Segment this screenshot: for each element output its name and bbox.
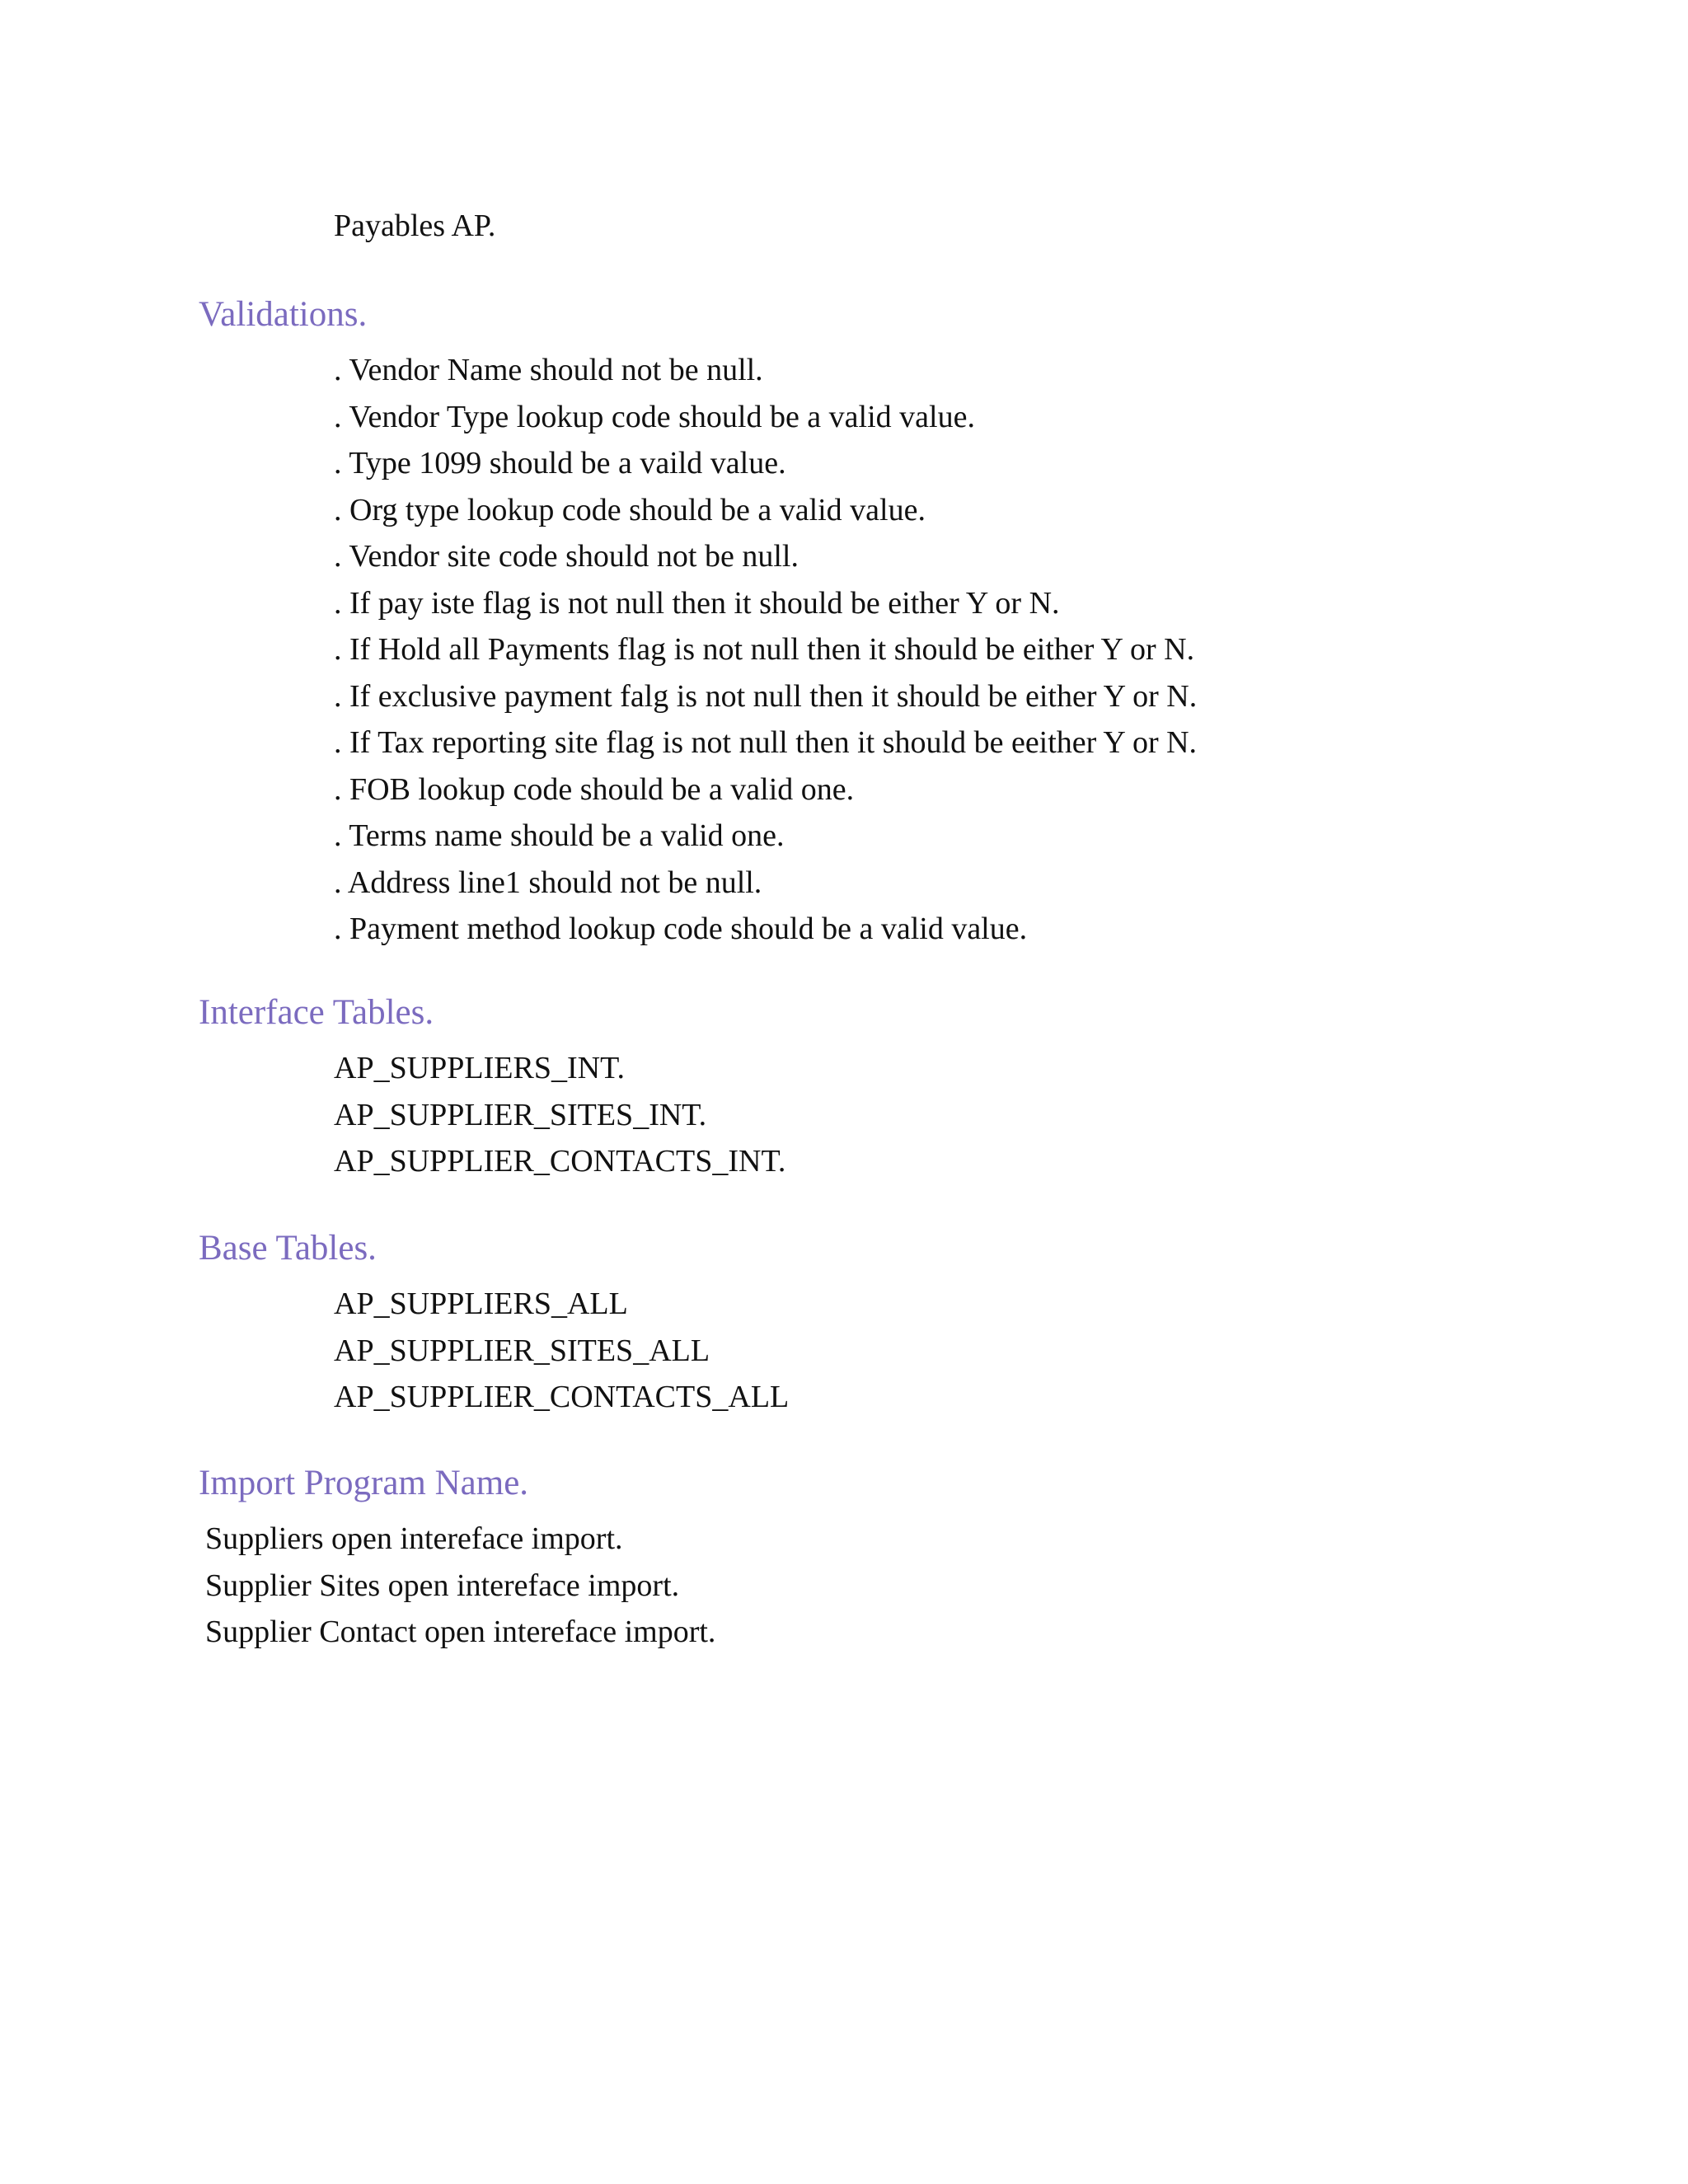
list-item: . Vendor Type lookup code should be a valid value. [334,399,975,434]
list-item: . Vendor Name should not be null. [334,353,763,387]
list-item: AP_SUPPLIER_SITES_ALL [334,1333,710,1368]
list-item: Suppliers open intereface import. [205,1521,623,1556]
validations-heading: Validations. [199,295,368,334]
interface-tables-list [334,1045,785,1185]
list-item: AP_SUPPLIERS_INT. [334,1051,625,1085]
list-item: Supplier Sites open intereface import. [205,1568,680,1603]
interface-tables-heading: Interface Tables. [199,993,434,1032]
list-item: . Org type lookup code should be a valid value. [334,492,926,527]
list-item: . FOB lookup code should be a valid one. [334,771,855,807]
base-tables-heading: Base Tables. [199,1229,377,1268]
list-item: . If exclusive payment falg is not null then it should be either Y or N. [334,678,1198,714]
list-item: . Payment method lookup code should be a valid value. [334,912,1028,946]
list-item: . If Tax reporting site flag is not null then it should be eeither Y or N. [334,725,1198,760]
list-item: AP_SUPPLIERS_ALL [334,1286,628,1321]
list-item: . Type 1099 should be a vaild value. [334,446,786,480]
import-program-list [205,1516,715,1656]
list-item: . Address line1 should not be null. [334,865,762,900]
list-item: AP_SUPPLIER_SITES_INT. [334,1097,707,1132]
list-item: . If Hold all Payments flag is not null then it should be either Y or N. [334,632,1195,667]
intro-line: Payables AP. [334,209,496,243]
list-item: Supplier Contact open intereface import. [205,1615,716,1649]
base-tables-list [334,1281,789,1421]
list-item: AP_SUPPLIER_CONTACTS_INT. [334,1144,786,1179]
import-program-heading: Import Program Name. [199,1464,529,1502]
list-item: . Vendor site code should not be null. [334,539,799,574]
list-item: AP_SUPPLIER_CONTACTS_ALL [334,1380,790,1414]
list-item: . If pay iste flag is not null then it should be either Y or N. [334,585,1060,621]
list-item: . Terms name should be a valid one. [334,818,785,853]
validations-list [334,347,1197,953]
